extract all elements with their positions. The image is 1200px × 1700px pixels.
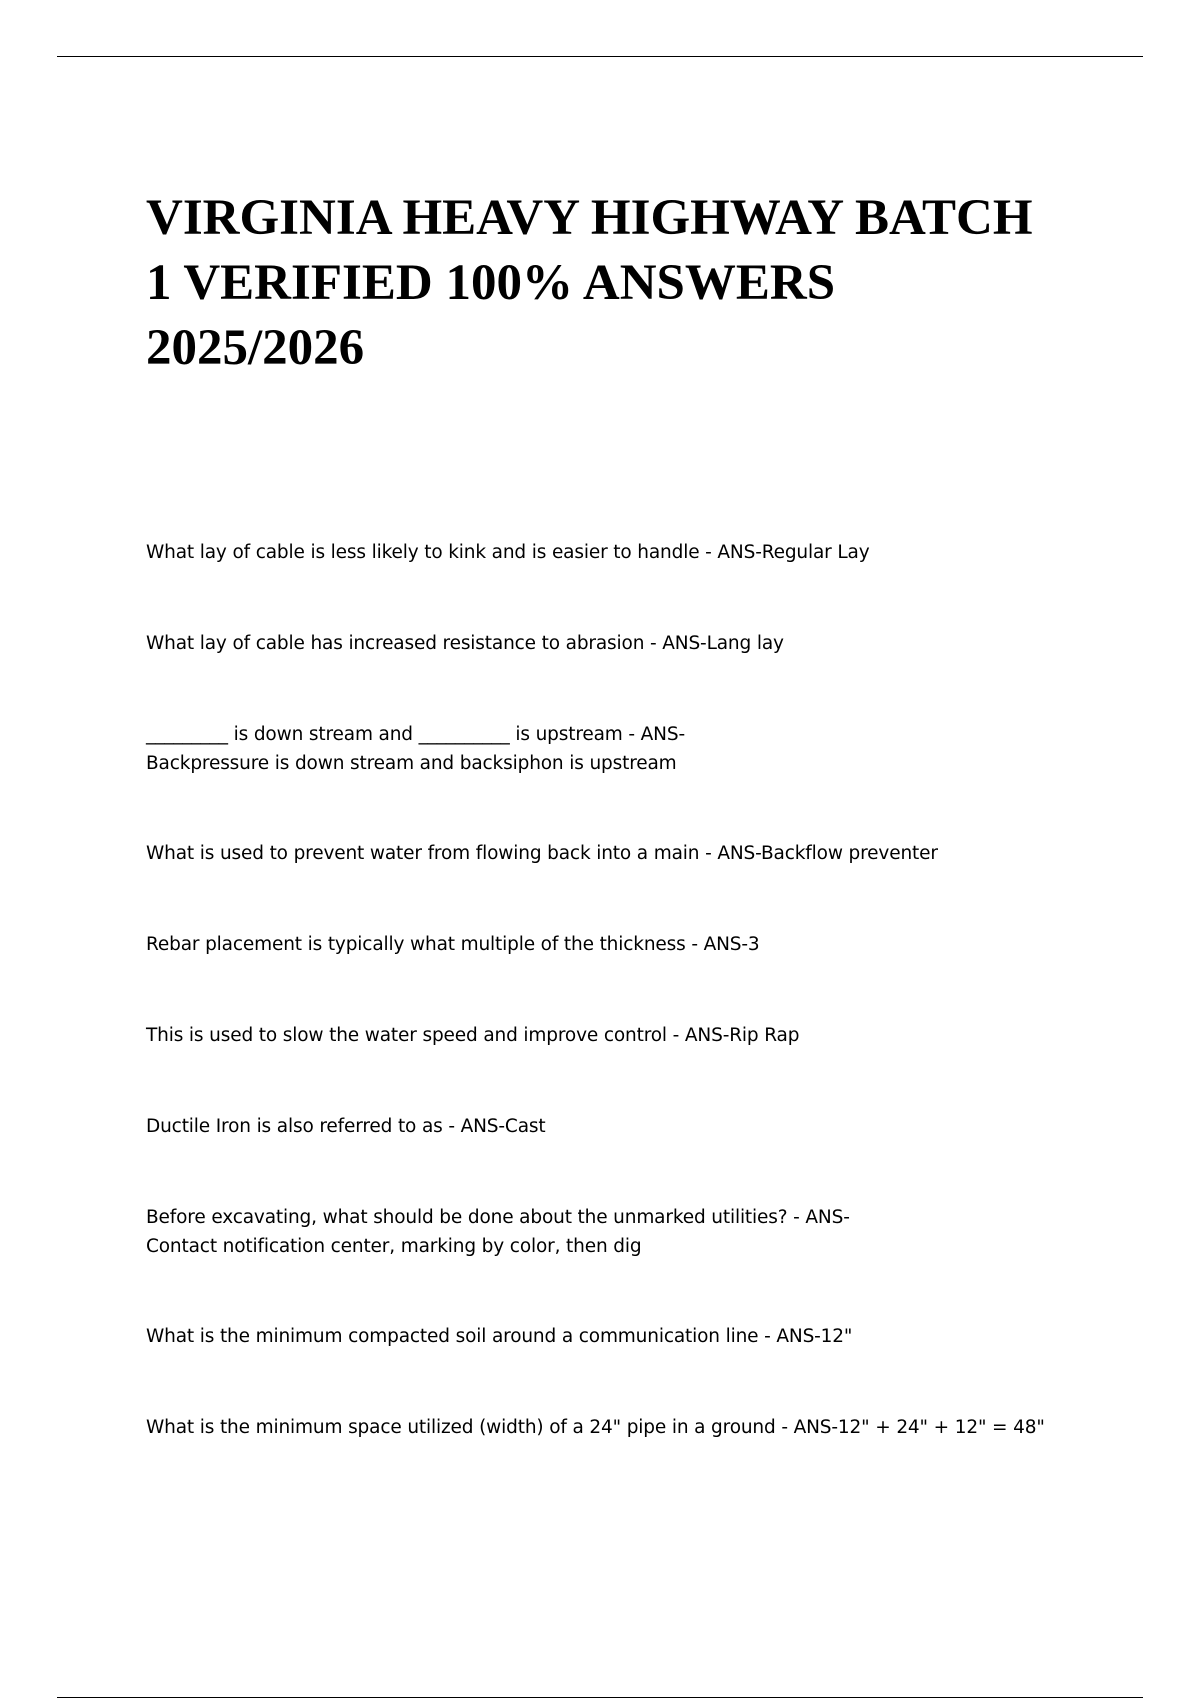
qa-item	[146, 629, 1106, 658]
qa-text: _________ is down stream and __________ is upstream - ANS-	[146, 724, 685, 745]
qa-text: Ductile Iron is also referred to as - ANS-Cast	[146, 1116, 546, 1137]
qa-text: What is the minimum space utilized (width) of a 24" pipe in a ground - ANS-12" + 24" + 12" = 48"	[146, 1417, 1045, 1438]
qa-item	[146, 1112, 1106, 1141]
title-line: VIRGINIA HEAVY HIGHWAY BATCH	[146, 190, 1033, 246]
qa-text: Before excavating, what should be done about the unmarked utilities? - ANS-	[146, 1207, 850, 1228]
title-line: 2025/2026	[146, 320, 365, 376]
qa-item	[146, 1203, 1106, 1261]
qa-text: Backpressure is down stream and backsiphon is upstream	[146, 753, 677, 774]
bottom-rule	[57, 1697, 1143, 1698]
qa-text: Contact notification center, marking by color, then dig	[146, 1236, 642, 1257]
qa-item	[146, 1322, 1106, 1351]
qa-item	[146, 930, 1106, 959]
qa-item	[146, 538, 1106, 567]
top-rule	[57, 56, 1143, 57]
title-line: 1 VERIFIED 100% ANSWERS	[146, 255, 836, 311]
qa-item	[146, 720, 1106, 778]
qa-text: What lay of cable is less likely to kink and is easier to handle - ANS-Regular Lay	[146, 542, 870, 563]
qa-item	[146, 1021, 1106, 1050]
qa-item	[146, 1413, 1106, 1442]
document-title	[146, 186, 1146, 381]
qa-text: What is the minimum compacted soil around a communication line - ANS-12"	[146, 1326, 853, 1347]
qa-text: What is used to prevent water from flowing back into a main - ANS-Backflow preventer	[146, 843, 938, 864]
qa-item	[146, 839, 1106, 868]
qa-text: Rebar placement is typically what multiple of the thickness - ANS-3	[146, 934, 760, 955]
qa-text: This is used to slow the water speed and improve control - ANS-Rip Rap	[146, 1025, 800, 1046]
qa-text: What lay of cable has increased resistance to abrasion - ANS-Lang lay	[146, 633, 784, 654]
